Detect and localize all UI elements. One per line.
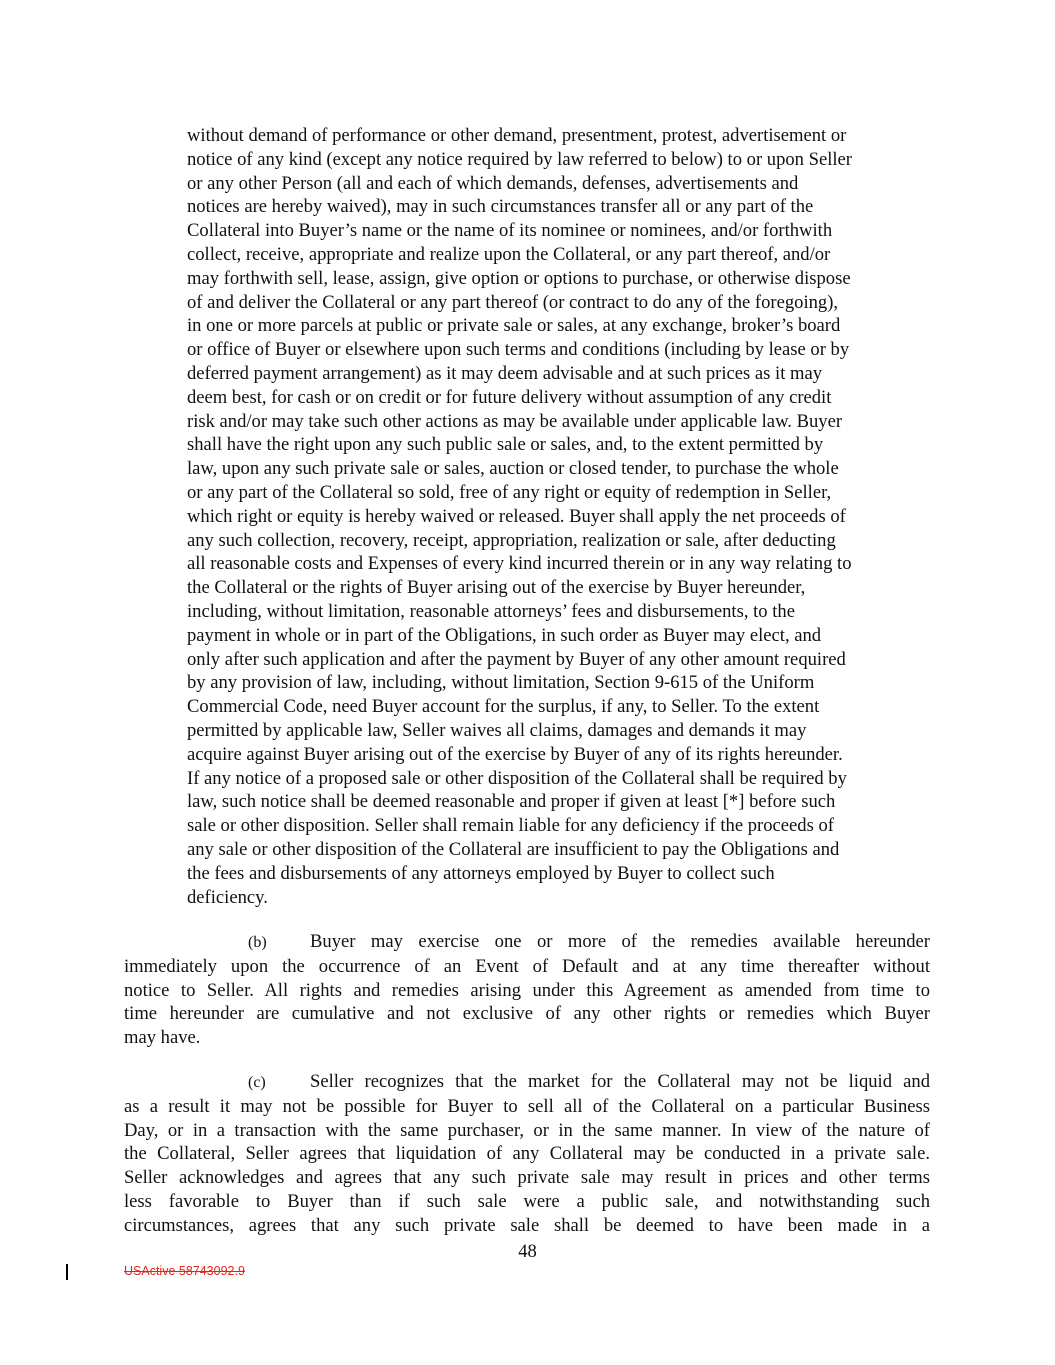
text-line: any such collection, recovery, receipt, appropriation, realization or sale, after deducting bbox=[187, 529, 836, 551]
paragraph-b-first-line: (b) Buyer may exercise one or more of the remedies available hereunder bbox=[124, 930, 930, 955]
text-line: or any other Person (all and each of which demands, defenses, advertisements and bbox=[187, 172, 799, 194]
text-line: risk and/or may take such other actions as may be available under applicable law. Buyer bbox=[187, 410, 843, 432]
paragraph-b-line: immediately upon the occurrence of an Event of Default and at any time thereafter without bbox=[124, 955, 930, 977]
text-line: all reasonable costs and Expenses of every kind incurred therein or in any way relating to bbox=[187, 553, 852, 575]
text-line: the fees and disbursements of any attorneys employed by Buyer to collect such bbox=[187, 862, 775, 884]
text-line: notices are hereby waived), may in such circumstances transfer all or any part of the bbox=[187, 196, 814, 218]
text-line: deficiency. bbox=[187, 886, 268, 908]
text-line: or office of Buyer or elsewhere upon such terms and conditions (including by lease or by bbox=[187, 339, 850, 361]
paragraph-c-line: circumstances, agrees that any such private sale shall be deemed to have been made in a bbox=[124, 1214, 930, 1236]
text-line: of and deliver the Collateral or any part thereof (or contract to do any of the foregoing), bbox=[187, 291, 839, 313]
paragraph-b-line: time hereunder are cumulative and not exclusive of any other rights or remedies which Buyer bbox=[124, 1003, 930, 1025]
text-line: deem best, for cash or on credit or for future delivery without assumption of any credit bbox=[187, 386, 832, 408]
text-line: law, upon any such private sale or sales, auction or closed tender, to purchase the whole bbox=[187, 458, 839, 480]
text-line: may forthwith sell, lease, assign, give option or options to purchase, or otherwise dispose bbox=[187, 267, 851, 289]
paragraph-c-first-line: (c) Seller recognizes that the market for the Collateral may not be liquid and bbox=[124, 1070, 930, 1095]
paragraph-b-line: may have. bbox=[124, 1027, 201, 1049]
text-line: payment in whole or in part of the Obligations, in such order as Buyer may elect, and bbox=[187, 624, 822, 646]
text-line: without demand of performance or other demand, presentment, protest, advertisement or bbox=[187, 125, 847, 146]
text-line: Collateral into Buyer’s name or the name of its nominee or nominees, and/or forthwith bbox=[187, 220, 833, 242]
text-line: shall have the right upon any such public sale or sales, and, to the extent permitted by bbox=[187, 434, 824, 456]
text-line: permitted by applicable law, Seller waives all claims, damages and demands it may bbox=[187, 719, 807, 741]
paragraph-c-line: less favorable to Buyer than if such sale were a public sale, and notwithstanding such bbox=[124, 1190, 930, 1212]
text-line: only after such application and after the payment by Buyer of any other amount required bbox=[187, 648, 846, 670]
text-line: Commercial Code, need Buyer account for the surplus, if any, to Seller. To the extent bbox=[187, 696, 820, 718]
text-line: deferred payment arrangement) as it may deem advisable and at such prices as it may bbox=[187, 362, 823, 384]
text-line: law, such notice shall be deemed reasonable and proper if given at least [*] before such bbox=[187, 791, 836, 813]
text-line: by any provision of law, including, without limitation, Section 9-615 of the Uniform bbox=[187, 672, 815, 694]
paragraph-b-marker: (b) bbox=[248, 934, 267, 951]
paragraph-c-line: the Collateral, Seller agrees that liquidation of any Collateral may be conducted in a private sale. bbox=[124, 1143, 930, 1165]
text-line: which right or equity is hereby waived or released. Buyer shall apply the net proceeds of bbox=[187, 505, 846, 527]
text-line: acquire against Buyer arising out of the exercise by Buyer of any of its rights hereunder. bbox=[187, 743, 843, 765]
paragraph-c-line: Seller acknowledges and agrees that any such private sale may result in prices and other terms bbox=[124, 1167, 930, 1189]
paragraph-b bbox=[124, 930, 930, 1050]
paragraph-b-line: notice to Seller. All rights and remedies arising under this Agreement as amended from time to bbox=[124, 979, 930, 1001]
text-line: any sale or other disposition of the Collateral are insufficient to pay the Obligations and bbox=[187, 838, 840, 860]
text-line: collect, receive, appropriate and realize upon the Collateral, or any part thereof, and/or bbox=[187, 243, 831, 265]
text-line: or any part of the Collateral so sold, free of any right or equity of redemption in Seller, bbox=[187, 481, 832, 503]
text-line: including, without limitation, reasonable attorneys’ fees and disbursements, to the bbox=[187, 600, 795, 622]
text-line: in one or more parcels at public or private sale or sales, at any exchange, broker’s board bbox=[187, 315, 841, 337]
paragraph-c-line: Day, or in a transaction with the same purchaser, or in the same manner. In view of the nature of bbox=[124, 1119, 930, 1141]
text-line: sale or other disposition. Seller shall remain liable for any deficiency if the proceeds of bbox=[187, 815, 834, 837]
text-line: the Collateral or the rights of Buyer arising out of the exercise by Buyer hereunder, bbox=[187, 577, 806, 599]
text-line: notice of any kind (except any notice required by law referred to below) to or upon Seller bbox=[187, 148, 852, 170]
paragraph-c bbox=[124, 1070, 930, 1238]
text-line: If any notice of a proposed sale or other disposition of the Collateral shall be required by bbox=[187, 767, 847, 789]
page-number: 48 bbox=[518, 1241, 537, 1262]
continued-paragraph bbox=[187, 124, 932, 909]
footer-document-id: USActive 58743092.9 bbox=[124, 1264, 245, 1278]
paragraph-c-marker: (c) bbox=[248, 1074, 266, 1091]
change-bar bbox=[66, 1264, 68, 1280]
paragraph-c-line: as a result it may not be possible for Buyer to sell all of the Collateral on a particular Business bbox=[124, 1095, 930, 1117]
